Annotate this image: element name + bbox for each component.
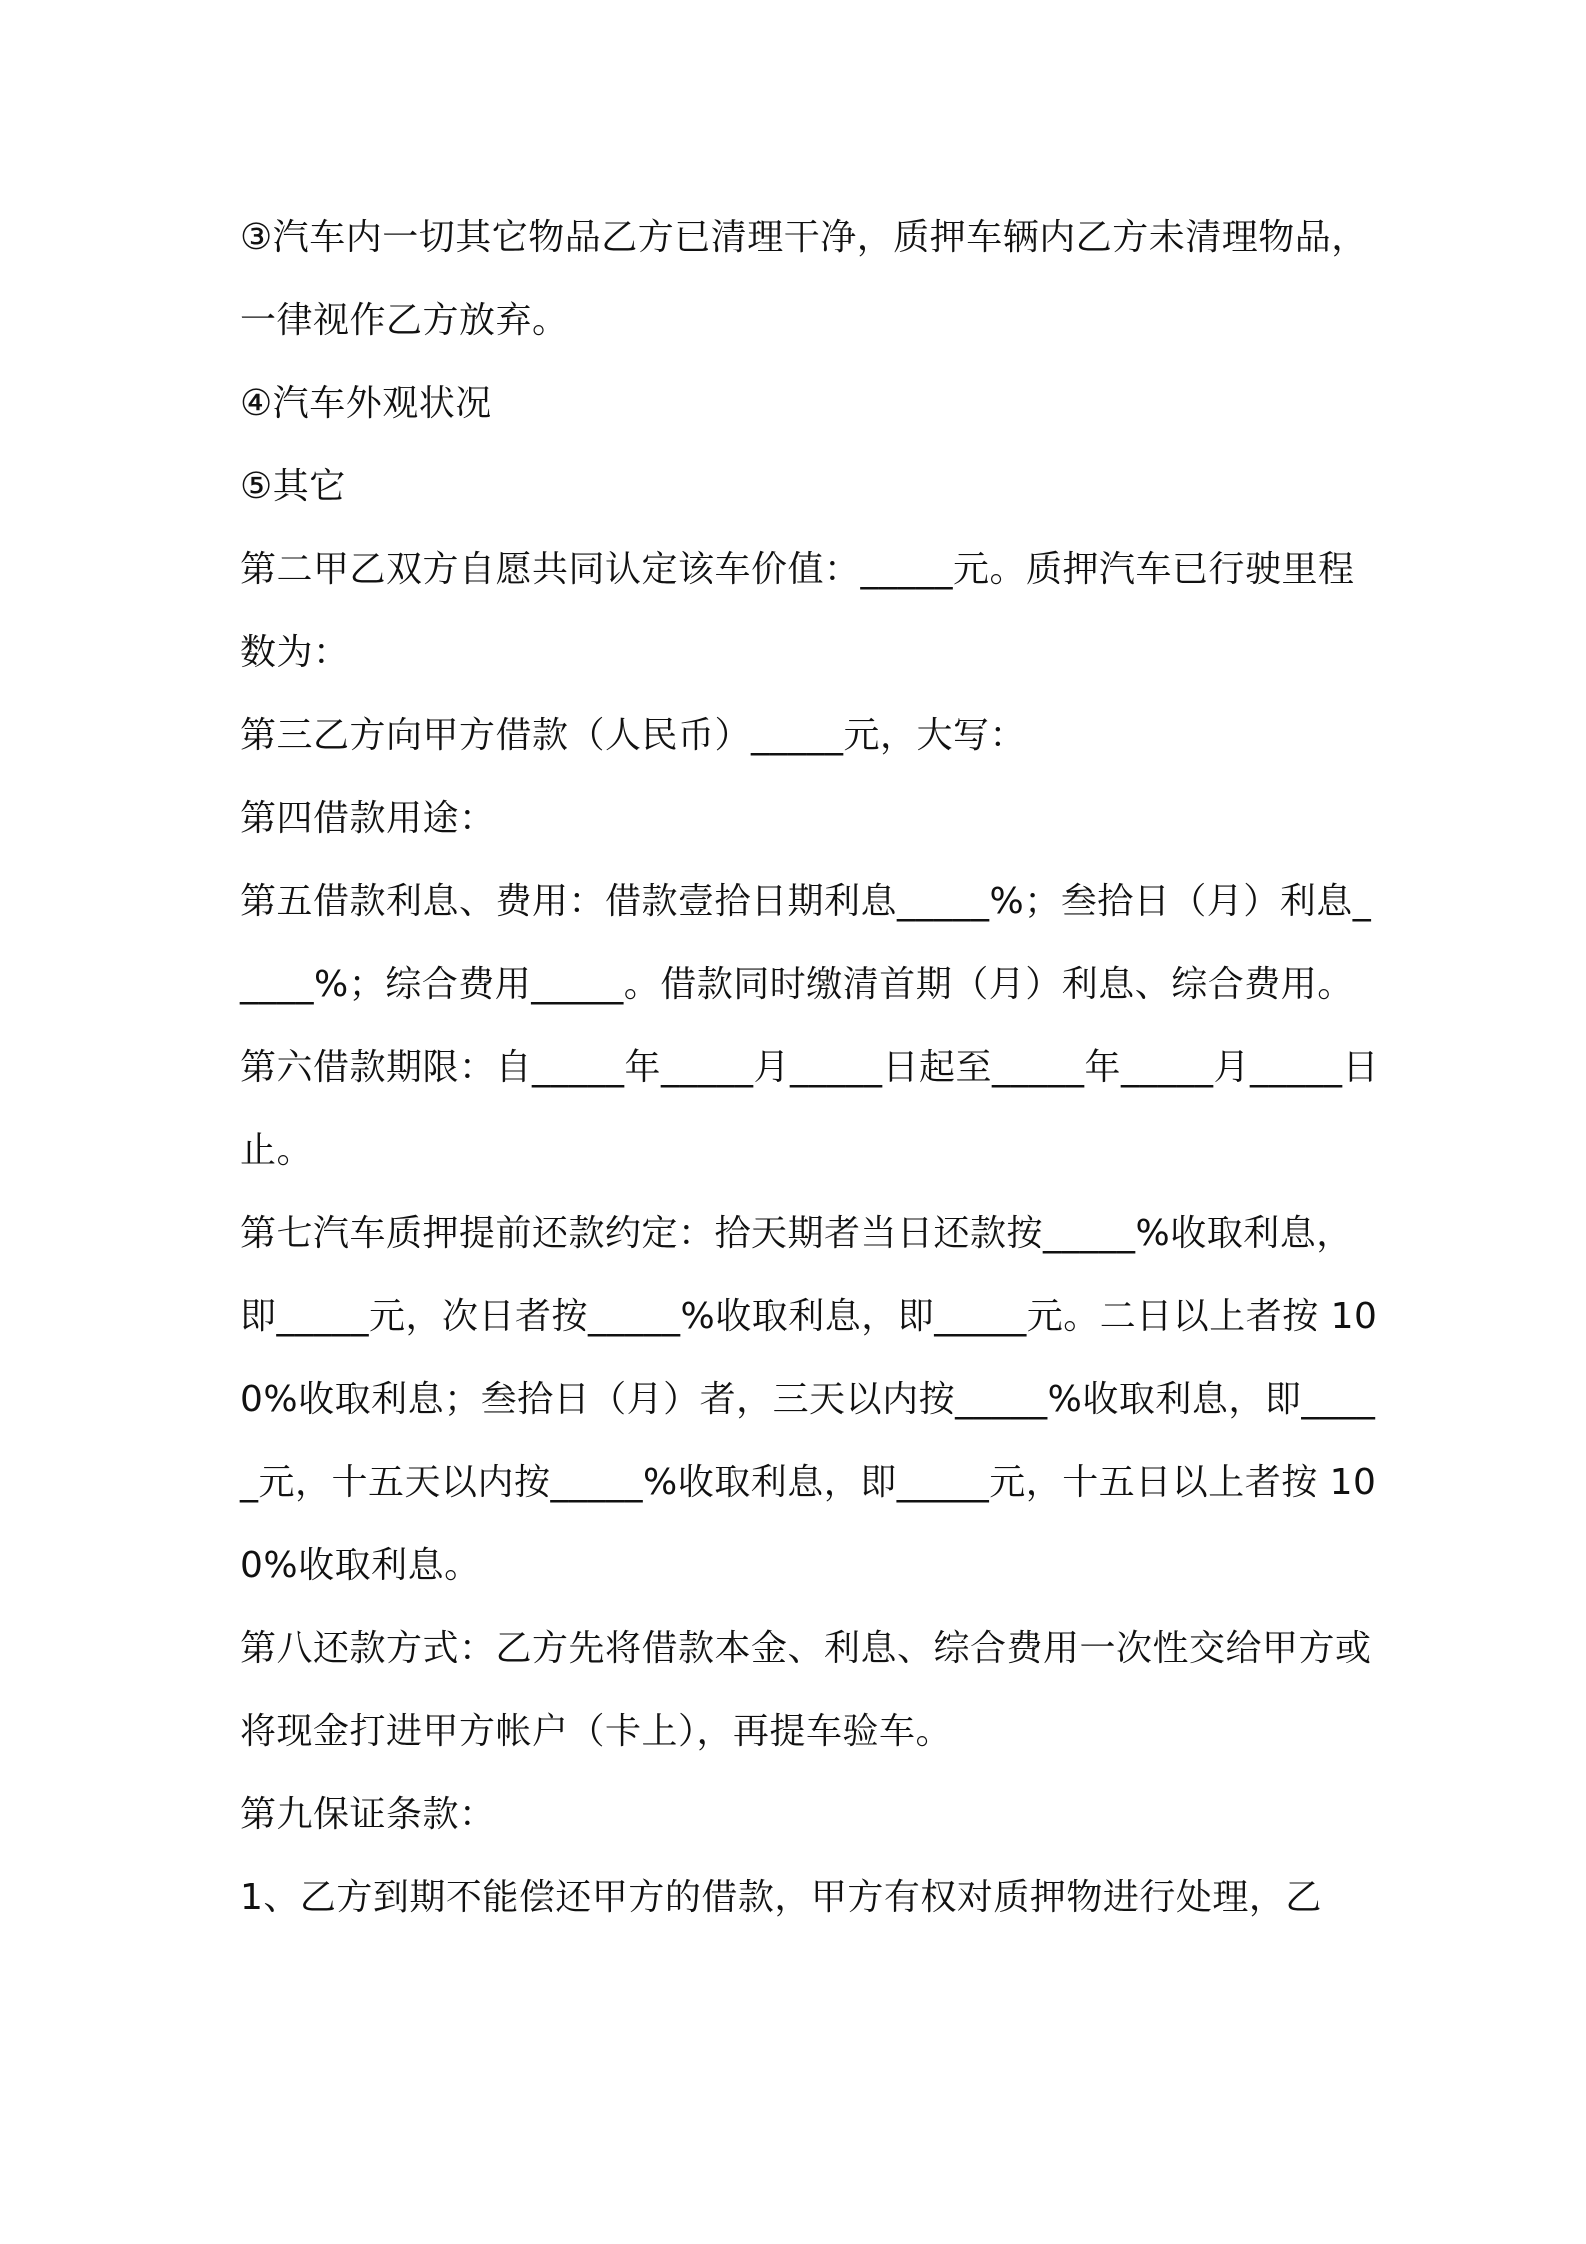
paragraph-guarantee-item-1: 1、乙方到期不能偿还甲方的借款，甲方有权对质押物进行处理，乙 — [240, 1877, 1322, 1918]
paragraph-clause-8-repayment-method: 第八还款方式：乙方先将借款本金、利息、综合费用一次性交给甲方或将现金打进甲方帐户（卡上），再提车验车。 — [240, 1628, 1372, 1752]
paragraph-item-4-exterior: ④汽车外观状况 — [240, 383, 492, 424]
paragraph-clause-4-purpose: 第四借款用途： — [240, 798, 496, 839]
paragraph-clause-6-term: 第六借款期限：自_____年_____月_____日起至_____年_____月_____日止。 — [240, 1047, 1380, 1171]
paragraph-clause-7-early-repayment: 第七汽车质押提前还款约定：拾天期者当日还款按_____%收取利息，即_____元，次日者按_____%收取利息，即_____元。二日以上者按 100%收取利息；叁拾日（月）者，三天以内按_____%收取利息，即_____元，十五天以内按_____%收取利息，即_____元，十五日以上者按 100%收取利息。 — [240, 1213, 1378, 1586]
paragraph-clause-5-interest: 第五借款利息、费用：借款壹拾日期利息_____%；叁拾日（月）利息_____%；综合费用_____。借款同时缴清首期（月）利息、综合费用。 — [240, 881, 1372, 1005]
document-body — [240, 196, 1380, 1939]
paragraph-item-5-other: ⑤其它 — [240, 466, 346, 507]
paragraph-clause-2-value: 第二甲乙双方自愿共同认定该车价值：_____元。质押汽车已行驶里程数为： — [240, 549, 1355, 673]
paragraph-clause-3-loan: 第三乙方向甲方借款（人民币）_____元，大写： — [240, 715, 1027, 756]
paragraph-item-3-clearance: ③汽车内一切其它物品乙方已清理干净，质押车辆内乙方未清理物品，一律视作乙方放弃。 — [240, 217, 1368, 341]
paragraph-clause-9-guarantee: 第九保证条款： — [240, 1794, 496, 1835]
